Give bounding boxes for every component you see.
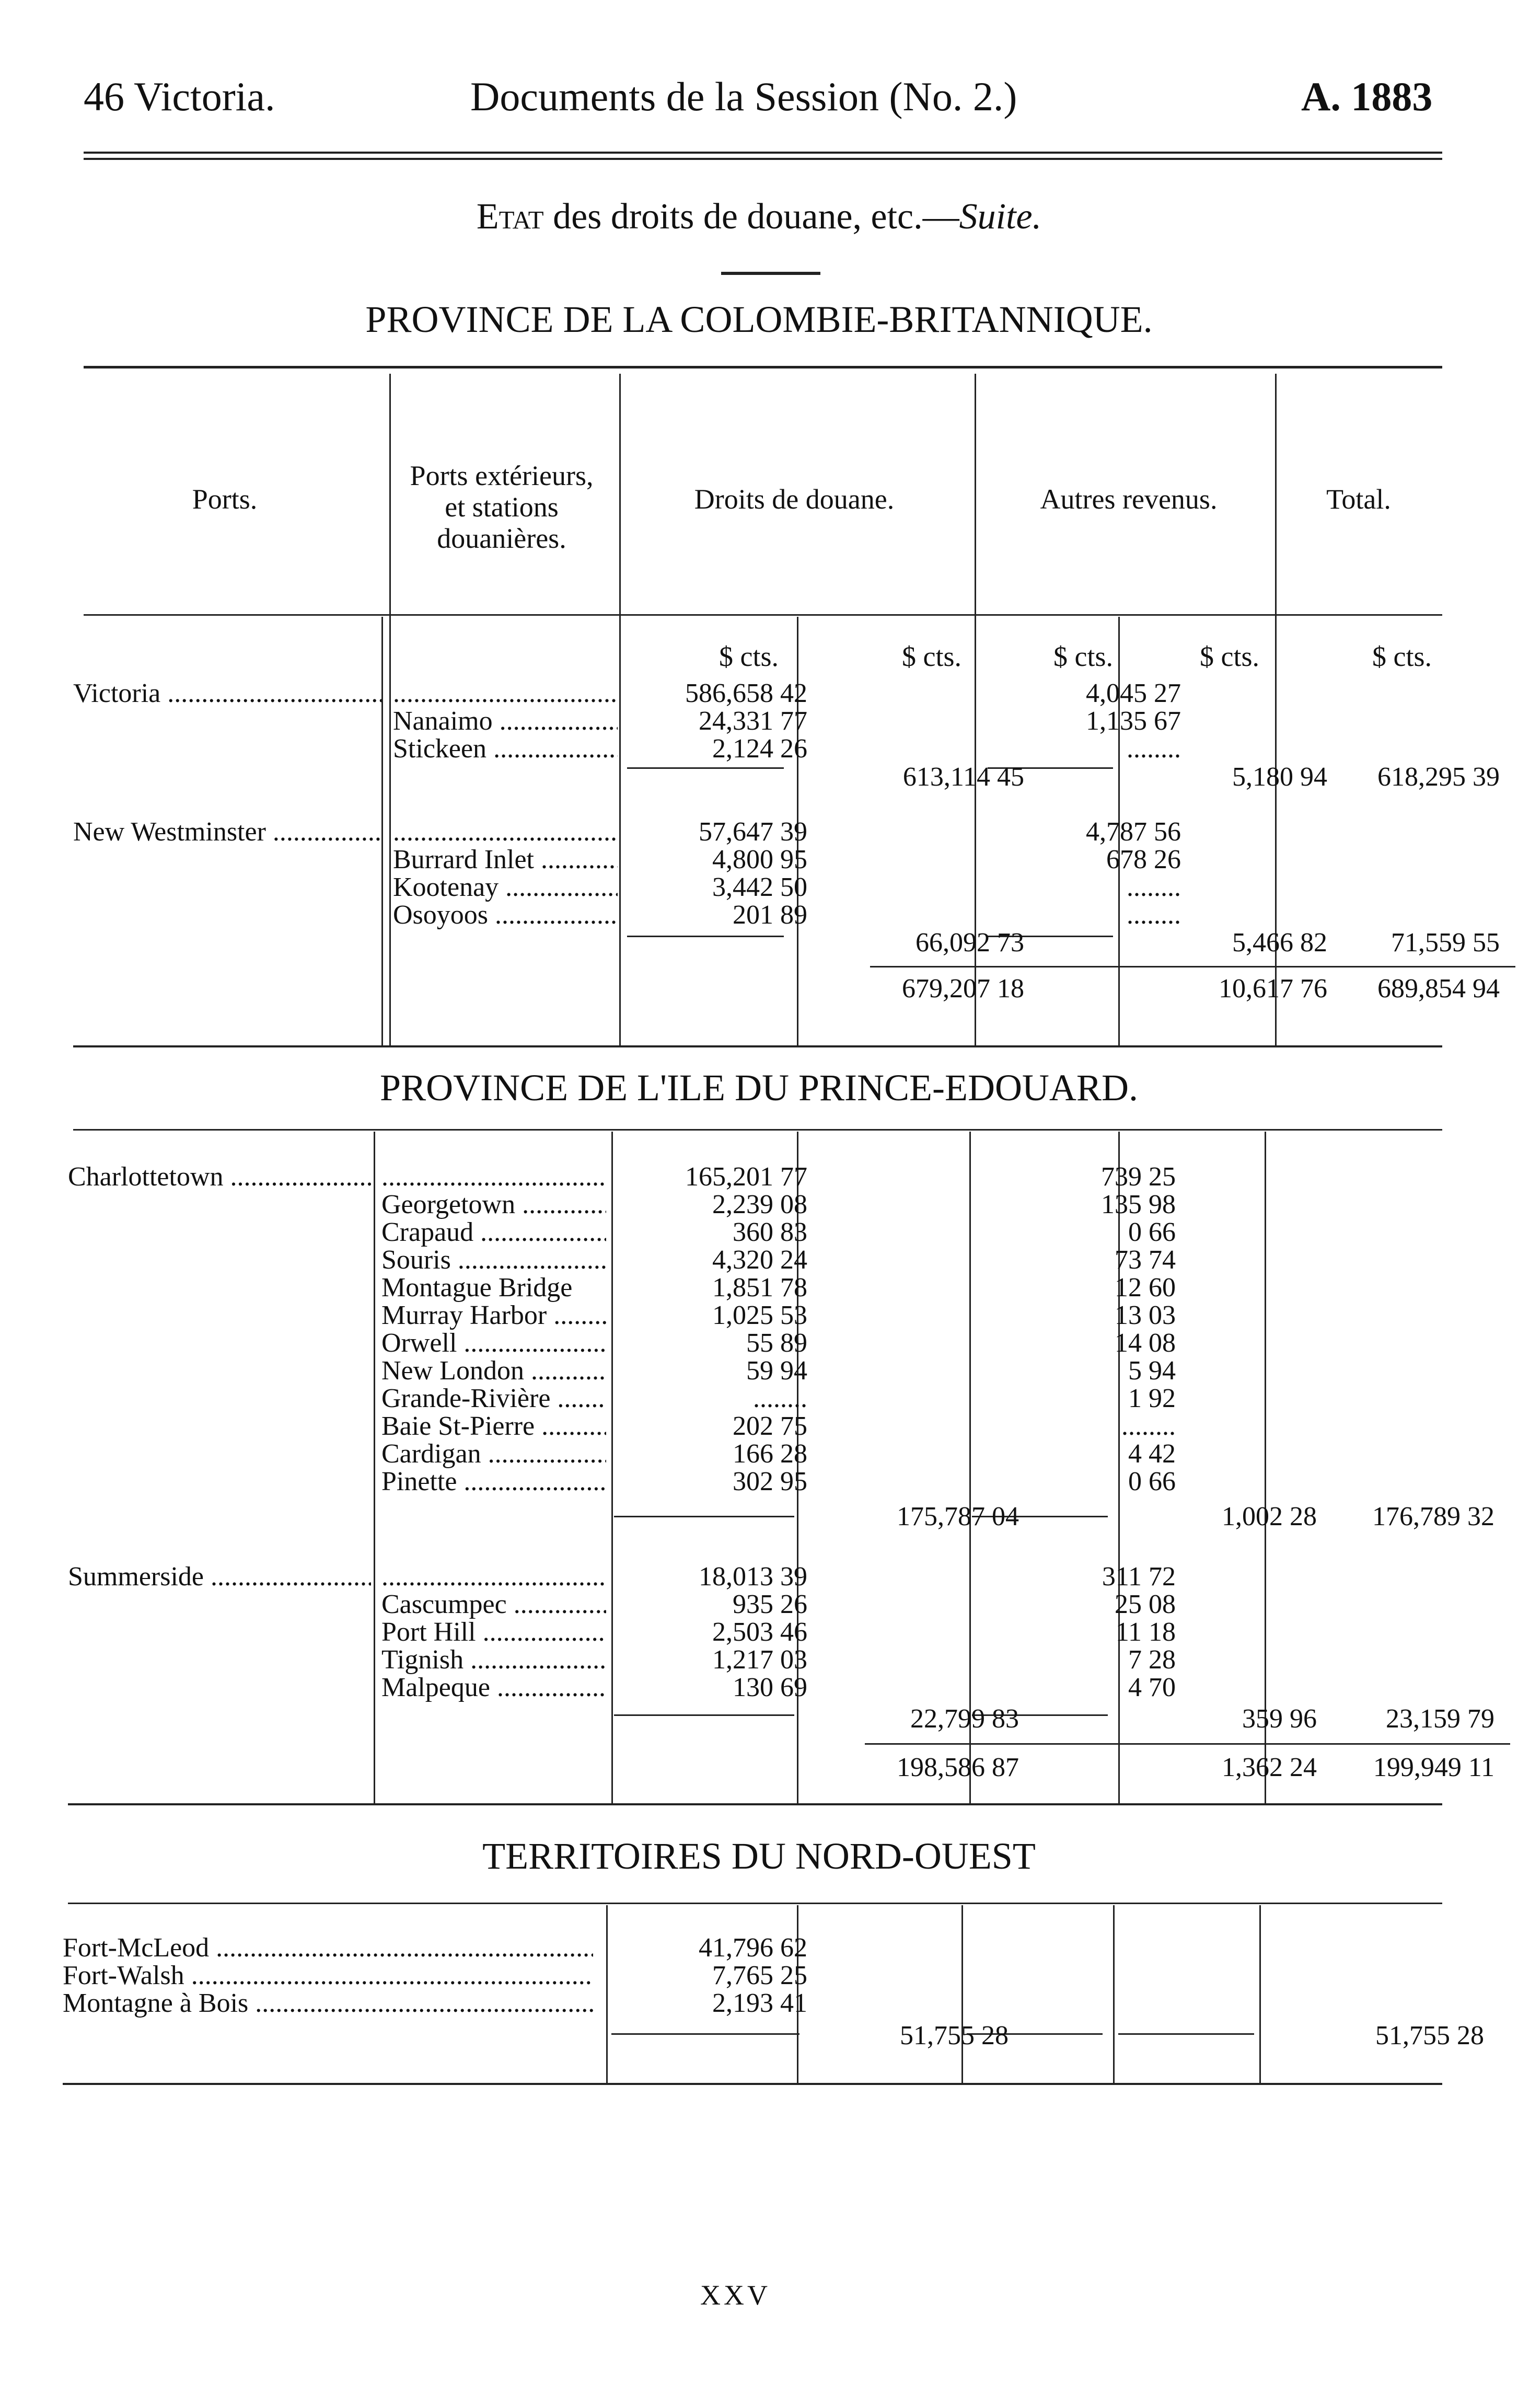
droits-value: 165,201 77: [685, 1163, 807, 1191]
col-ext-header-line2: et stations: [445, 491, 559, 523]
section1-bottom-rule: [73, 1045, 1442, 1047]
subtotal-droits: 22,799 83: [910, 1705, 1019, 1733]
subtotal-rule: [614, 1714, 794, 1716]
droits-value: 2,239 08: [712, 1191, 807, 1219]
section3-bottom-rule: [63, 2083, 1442, 2085]
droits-value: ........: [753, 1385, 807, 1413]
grand-droits: 198,586 87: [897, 1754, 1019, 1782]
s1-vline-a: [381, 617, 383, 1045]
station-name: Crapaud .....: [381, 1218, 606, 1247]
subtotal-autres: 5,466 82: [1232, 929, 1327, 957]
station-name: New London .....: [381, 1357, 606, 1385]
group-total: 618,295 39: [1377, 763, 1500, 791]
s2-vline-f: [1265, 1132, 1266, 1803]
s1-vline-b: [389, 617, 391, 1045]
droits-value: 3,442 50: [712, 873, 807, 902]
autres-value: 739 25: [1101, 1163, 1176, 1191]
col-ext-header-line3: douanières.: [437, 523, 566, 554]
station-name: Souris .....: [381, 1246, 606, 1274]
subtotal-autres: 5,180 94: [1232, 763, 1327, 791]
autres-value: 311 72: [1102, 1563, 1176, 1591]
autres-value: 5 94: [1128, 1357, 1176, 1385]
unit-label-5: $ cts.: [1372, 641, 1432, 672]
autres-value: 0 66: [1128, 1218, 1176, 1247]
header-rule-1: [84, 152, 1442, 154]
autres-value: 4 70: [1128, 1674, 1176, 1702]
station-name: Osoyoos .....: [393, 901, 618, 929]
droits-value: 360 83: [733, 1218, 807, 1247]
col-total-header: Total.: [1326, 483, 1391, 515]
subtotal-droits: 51,755 28: [900, 2022, 1009, 2050]
s2-vline-d: [969, 1132, 971, 1803]
autres-value: 4 42: [1128, 1440, 1176, 1468]
grand-rule: [865, 1743, 1510, 1745]
autres-value: 1,135 67: [1086, 707, 1181, 735]
header-center: Documents de la Session (No. 2.): [470, 74, 1017, 119]
hdr-vline-2: [619, 374, 621, 617]
station-name: [393, 679, 618, 708]
station-name: Grande-Rivière .....: [381, 1385, 606, 1413]
droits-value: 41,796 62: [699, 1934, 807, 1962]
grand-autres: 10,617 76: [1219, 975, 1327, 1003]
station-name: Kootenay .....: [393, 873, 618, 902]
station-name: Fort-Walsh .....: [63, 1962, 593, 1990]
s2-vline-a: [374, 1132, 375, 1803]
droits-value: 1,217 03: [712, 1646, 807, 1674]
station-name: Montague Bridge: [381, 1274, 573, 1302]
autres-value: 678 26: [1106, 846, 1181, 874]
station-name: Malpeque .....: [381, 1674, 606, 1702]
station-name: Montagne à Bois .....: [63, 1989, 593, 2018]
unit-label-3: $ cts.: [1053, 641, 1113, 672]
station-name: Pinette .....: [381, 1468, 606, 1496]
s3-vline-c: [961, 1905, 963, 2083]
autres-value: 4,045 27: [1086, 679, 1181, 708]
subtotal-autres: 359 96: [1242, 1705, 1317, 1733]
col-autres-header: Autres revenus.: [1040, 483, 1218, 515]
grand-total: 199,949 11: [1373, 1754, 1494, 1782]
s3-vline-a: [606, 1905, 608, 2083]
autres-value: ........: [1127, 735, 1181, 763]
autres-value: 4,787 56: [1086, 818, 1181, 846]
s1-vline-c: [619, 617, 621, 1045]
hdr-vline-3: [975, 374, 976, 617]
autres-value: 13 03: [1115, 1301, 1176, 1330]
header-rule-2: [84, 158, 1442, 160]
group-total: 51,755 28: [1375, 2022, 1484, 2050]
droits-value: 166 28: [733, 1440, 807, 1468]
droits-value: 24,331 77: [699, 707, 807, 735]
droits-value: 59 94: [746, 1357, 807, 1385]
section3-top-rule: [68, 1903, 1442, 1904]
section-title-nwt: TERRITOIRES DU NORD-OUEST: [482, 1835, 1036, 1877]
s2-vline-b: [611, 1132, 613, 1803]
group-total: 176,789 32: [1372, 1503, 1494, 1531]
station-name: Cascumpec .....: [381, 1591, 606, 1619]
section2-bottom-rule: [68, 1803, 1442, 1805]
autres-value: 135 98: [1101, 1191, 1176, 1219]
col-ports-header: Ports.: [192, 483, 258, 515]
autres-value: 73 74: [1115, 1246, 1176, 1274]
station-name: Stickeen .....: [393, 735, 618, 763]
droits-value: 57,647 39: [699, 818, 807, 846]
header-bottom-rule: [84, 614, 1442, 616]
grand-droits: 679,207 18: [902, 975, 1024, 1003]
s3-vline-e: [1259, 1905, 1261, 2083]
droits-value: 130 69: [733, 1674, 807, 1702]
page-number: XXV: [700, 2279, 771, 2311]
droits-value: 4,320 24: [712, 1246, 807, 1274]
autres-value: 1 92: [1128, 1385, 1176, 1413]
station-name: Port Hill .....: [381, 1618, 606, 1646]
station-name: Tignish .....: [381, 1646, 606, 1674]
col-ext-header-line1: Ports extérieurs,: [410, 460, 594, 491]
autres-value: 25 08: [1115, 1591, 1176, 1619]
station-name: Fort-McLeod .....: [63, 1934, 593, 1962]
subtotal-rule: [614, 1516, 794, 1517]
subtotal-autres: 1,002 28: [1222, 1503, 1317, 1531]
droits-value: 302 95: [733, 1468, 807, 1496]
port-name: Summerside .....: [68, 1563, 371, 1591]
grand-autres: 1,362 24: [1222, 1754, 1317, 1782]
subtotal-droits: 175,787 04: [897, 1503, 1019, 1531]
header-right: A. 1883: [1301, 74, 1433, 119]
station-name: Baie St-Pierre .....: [381, 1412, 606, 1441]
title-rest: des droits de douane, etc.—: [553, 197, 959, 237]
group-total: 23,159 79: [1386, 1705, 1494, 1733]
station-name: Nanaimo .....: [393, 707, 618, 735]
hdr-vline-1: [389, 374, 391, 617]
subtotal-rule: [627, 767, 784, 769]
autres-value: ........: [1121, 1412, 1176, 1441]
autres-value: 11 18: [1115, 1618, 1176, 1646]
port-name: Victoria .....: [73, 679, 381, 708]
subtotal-rule: [1118, 2033, 1254, 2035]
station-name: [393, 818, 618, 846]
station-name: Orwell .....: [381, 1329, 606, 1357]
droits-value: 935 26: [733, 1591, 807, 1619]
hdr-vline-4: [1275, 374, 1277, 617]
subtotal-droits: 613,114 45: [902, 763, 1024, 791]
droits-value: 2,124 26: [712, 735, 807, 763]
station-name: Murray Harbor .....: [381, 1301, 606, 1330]
section1-top-rule: [84, 366, 1442, 368]
subtotal-droits: 66,092 73: [916, 929, 1024, 957]
droits-value: 201 89: [733, 901, 807, 929]
unit-label-1: $ cts.: [719, 641, 779, 672]
subtotal-rule: [611, 2033, 799, 2035]
grand-total: 689,854 94: [1377, 975, 1500, 1003]
autres-value: 14 08: [1115, 1329, 1176, 1357]
droits-value: 202 75: [733, 1412, 807, 1441]
title-suite: Suite.: [959, 197, 1042, 237]
header-left: 46 Victoria.: [84, 74, 275, 119]
droits-value: 55 89: [746, 1329, 807, 1357]
col-droits-header: Droits de douane.: [694, 483, 895, 515]
droits-value: 586,658 42: [685, 679, 807, 708]
unit-label-4: $ cts.: [1200, 641, 1259, 672]
station-name: Georgetown .....: [381, 1191, 606, 1219]
section-title-pei: PROVINCE DE L'ILE DU PRINCE-EDOUARD.: [380, 1067, 1138, 1109]
document-title: [0, 196, 1518, 238]
title-etat: Etat: [476, 197, 544, 237]
subtotal-rule: [627, 936, 784, 937]
droits-value: 1,025 53: [712, 1301, 807, 1330]
section-title-bc: PROVINCE DE LA COLOMBIE-BRITANNIQUE.: [365, 298, 1153, 340]
autres-value: ........: [1127, 901, 1181, 929]
station-name: Cardigan .....: [381, 1440, 606, 1468]
autres-value: ........: [1127, 873, 1181, 902]
droits-value: 2,193 41: [712, 1989, 807, 2018]
port-name: Charlottetown .....: [68, 1163, 371, 1191]
station-name: [381, 1163, 606, 1191]
station-name: [381, 1563, 606, 1591]
droits-value: 7,765 25: [712, 1962, 807, 1990]
droits-value: 18,013 39: [699, 1563, 807, 1591]
port-name: New Westminster .....: [73, 818, 381, 846]
droits-value: 1,851 78: [712, 1274, 807, 1302]
col-ext-header: [389, 460, 614, 554]
autres-value: 7 28: [1128, 1646, 1176, 1674]
droits-value: 4,800 95: [712, 846, 807, 874]
group-total: 71,559 55: [1391, 929, 1500, 957]
title-short-rule: [721, 272, 820, 275]
autres-value: 12 60: [1115, 1274, 1176, 1302]
s3-vline-d: [1113, 1905, 1115, 2083]
autres-value: 0 66: [1128, 1468, 1176, 1496]
droits-value: 2,503 46: [712, 1618, 807, 1646]
station-name: Burrard Inlet .....: [393, 846, 618, 874]
section2-top-rule: [73, 1129, 1442, 1131]
grand-rule: [870, 966, 1515, 967]
unit-label-2: $ cts.: [902, 641, 961, 672]
